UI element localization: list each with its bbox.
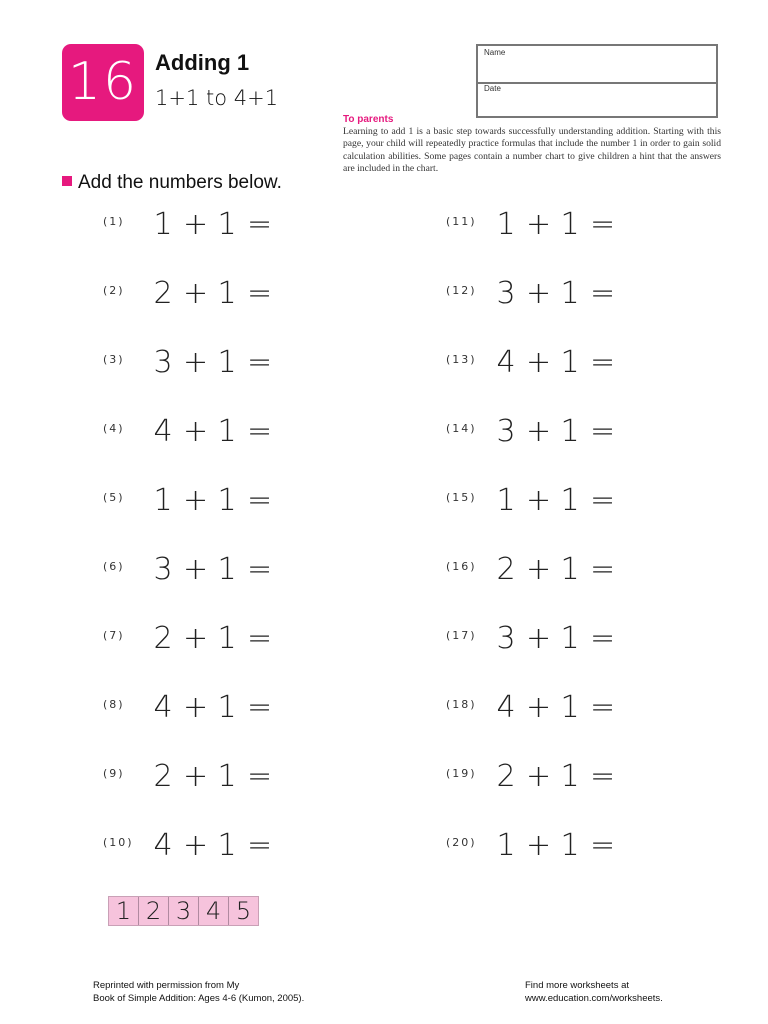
problem-item: [446, 412, 666, 452]
footer-link-line1: Find more worksheets at: [525, 980, 630, 991]
addend-b: 1: [217, 345, 237, 380]
bullet-square-icon: [62, 176, 72, 186]
addend-b: 1: [217, 483, 237, 518]
addend-b: 1: [560, 414, 580, 449]
instruction-text: Add the numbers below.: [78, 172, 282, 193]
footer-credit-line1: Reprinted with permission from My: [93, 980, 240, 991]
problem-number: (20): [446, 836, 477, 849]
problem-number: (6): [103, 560, 125, 573]
addend-a: 2: [153, 276, 173, 311]
plus-sign: +: [183, 414, 209, 449]
addend-a: 3: [496, 621, 516, 656]
addend-a: 2: [496, 759, 516, 794]
equals-sign: =: [247, 759, 273, 794]
problem-item: [103, 826, 323, 866]
problem-item: [446, 619, 666, 659]
problem-number: (5): [103, 491, 125, 504]
equals-sign: =: [590, 552, 616, 587]
addend-b: 1: [560, 276, 580, 311]
addend-a: 4: [153, 414, 173, 449]
problem-number: (19): [446, 767, 477, 780]
addend-b: 1: [560, 552, 580, 587]
addend-b: 1: [217, 759, 237, 794]
addend-a: 4: [153, 690, 173, 725]
equals-sign: =: [590, 276, 616, 311]
problem-item: [103, 412, 323, 452]
plus-sign: +: [183, 552, 209, 587]
addend-a: 2: [153, 621, 173, 656]
addend-a: 4: [153, 828, 173, 863]
plus-sign: +: [183, 483, 209, 518]
addend-a: 2: [496, 552, 516, 587]
addend-b: 1: [560, 345, 580, 380]
addend-b: 1: [560, 483, 580, 518]
addend-a: 1: [496, 828, 516, 863]
problem-item: [103, 481, 323, 521]
problem-number: (15): [446, 491, 477, 504]
problem-number: (16): [446, 560, 477, 573]
problem-number: (12): [446, 284, 477, 297]
date-label: Date: [484, 84, 501, 93]
instruction: [62, 172, 282, 194]
number-chart-cell: 5: [229, 897, 258, 925]
addend-a: 3: [153, 552, 173, 587]
equals-sign: =: [590, 414, 616, 449]
equals-sign: =: [247, 345, 273, 380]
addend-a: 4: [496, 690, 516, 725]
addend-b: 1: [217, 414, 237, 449]
addend-b: 1: [560, 828, 580, 863]
date-field[interactable]: [478, 82, 716, 118]
plus-sign: +: [526, 690, 552, 725]
problem-number: (17): [446, 629, 477, 642]
equals-sign: =: [590, 345, 616, 380]
footer-link-line2[interactable]: www.education.com/worksheets.: [525, 993, 663, 1004]
equals-sign: =: [247, 483, 273, 518]
plus-sign: +: [526, 621, 552, 656]
plus-sign: +: [183, 690, 209, 725]
number-chart-cell: 3: [169, 897, 199, 925]
name-label: Name: [484, 48, 506, 57]
footer-link: [525, 979, 663, 1005]
problem-number: (13): [446, 353, 477, 366]
footer-credit: [93, 979, 304, 1005]
addend-a: 2: [153, 759, 173, 794]
footer-credit-line2: Book of Simple Addition: Ages 4-6 (Kumon, 2005).: [93, 993, 305, 1004]
equals-sign: =: [590, 759, 616, 794]
addend-b: 1: [217, 276, 237, 311]
problem-number: (10): [103, 836, 134, 849]
lesson-number-badge: 16: [62, 44, 144, 121]
number-chart: [108, 896, 259, 926]
problem-item: [103, 619, 323, 659]
addend-b: 1: [560, 621, 580, 656]
plus-sign: +: [526, 552, 552, 587]
problem-item: [446, 757, 666, 797]
equals-sign: =: [247, 414, 273, 449]
equals-sign: =: [590, 207, 616, 242]
problem-item: [446, 343, 666, 383]
addend-b: 1: [217, 828, 237, 863]
number-chart-cell: 4: [199, 897, 229, 925]
page-title: Adding 1: [155, 50, 250, 75]
plus-sign: +: [526, 483, 552, 518]
problem-number: (18): [446, 698, 477, 711]
equals-sign: =: [590, 621, 616, 656]
addend-b: 1: [217, 207, 237, 242]
problem-number: (14): [446, 422, 477, 435]
addend-b: 1: [217, 621, 237, 656]
problem-number: (2): [103, 284, 125, 297]
problem-item: [446, 481, 666, 521]
addend-a: 1: [153, 483, 173, 518]
equals-sign: =: [247, 621, 273, 656]
plus-sign: +: [183, 345, 209, 380]
addend-a: 1: [153, 207, 173, 242]
addend-a: 1: [496, 483, 516, 518]
problem-item: [103, 343, 323, 383]
number-chart-cell: 1: [109, 897, 139, 925]
problem-number: (7): [103, 629, 125, 642]
addend-a: 3: [153, 345, 173, 380]
addend-a: 3: [496, 414, 516, 449]
plus-sign: +: [183, 621, 209, 656]
problem-number: (4): [103, 422, 125, 435]
problem-item: [103, 205, 323, 245]
plus-sign: +: [526, 345, 552, 380]
addend-b: 1: [217, 690, 237, 725]
plus-sign: +: [183, 828, 209, 863]
problem-item: [103, 688, 323, 728]
problem-item: [446, 688, 666, 728]
name-date-box: [476, 44, 718, 118]
problem-item: [446, 274, 666, 314]
problem-item: [103, 757, 323, 797]
problem-item: [103, 550, 323, 590]
plus-sign: +: [526, 414, 552, 449]
equals-sign: =: [590, 828, 616, 863]
problem-number: (11): [446, 215, 477, 228]
plus-sign: +: [526, 828, 552, 863]
addend-b: 1: [560, 759, 580, 794]
name-field[interactable]: [478, 46, 716, 84]
addend-b: 1: [217, 552, 237, 587]
parents-note: Learning to add 1 is a basic step towards successfully understanding addition. Starting with this page, your child will repeatedly practice formulas that include the number 1 in order to gain solid calculation abilities. Some pages contain a number chart to give children a hint that the answers are included in the chart.: [343, 126, 721, 175]
problem-number: (9): [103, 767, 125, 780]
equals-sign: =: [590, 483, 616, 518]
addend-b: 1: [560, 207, 580, 242]
problem-item: [103, 274, 323, 314]
problem-item: [446, 826, 666, 866]
equals-sign: =: [590, 690, 616, 725]
equals-sign: =: [247, 690, 273, 725]
addend-b: 1: [560, 690, 580, 725]
problem-number: (8): [103, 698, 125, 711]
addend-a: 4: [496, 345, 516, 380]
plus-sign: +: [183, 759, 209, 794]
equals-sign: =: [247, 207, 273, 242]
addend-a: 3: [496, 276, 516, 311]
parents-heading: To parents: [343, 114, 394, 125]
problem-number: (1): [103, 215, 125, 228]
problem-item: [446, 205, 666, 245]
plus-sign: +: [526, 276, 552, 311]
equals-sign: =: [247, 552, 273, 587]
plus-sign: +: [183, 276, 209, 311]
plus-sign: +: [526, 207, 552, 242]
page-subtitle: 1+1 to 4+1: [155, 86, 279, 110]
equals-sign: =: [247, 276, 273, 311]
plus-sign: +: [526, 759, 552, 794]
plus-sign: +: [183, 207, 209, 242]
problem-number: (3): [103, 353, 125, 366]
problem-item: [446, 550, 666, 590]
equals-sign: =: [247, 828, 273, 863]
number-chart-cell: 2: [139, 897, 169, 925]
addend-a: 1: [496, 207, 516, 242]
